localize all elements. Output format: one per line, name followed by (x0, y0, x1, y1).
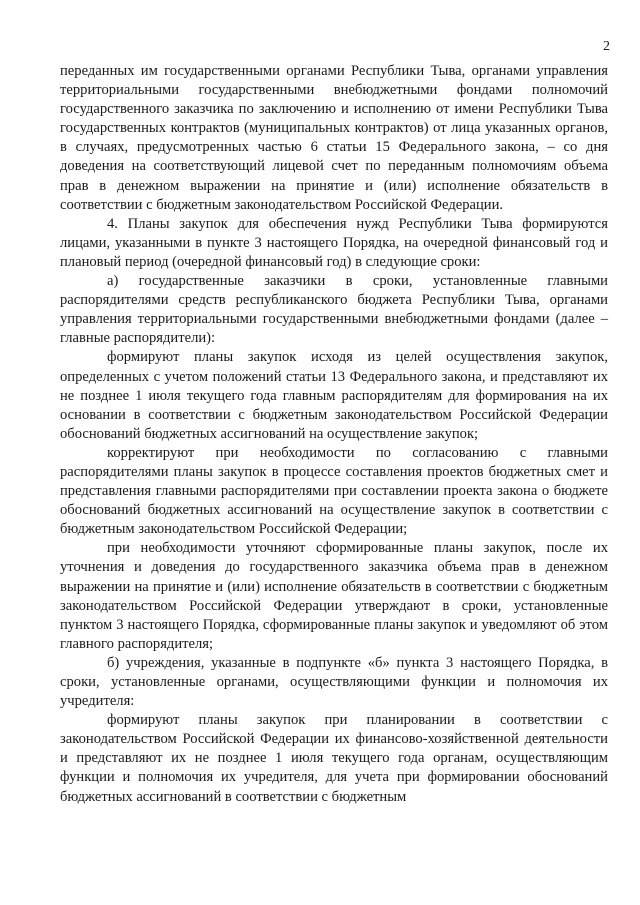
paragraph-correct-plans: корректируют при необходимости по согласованию с главными распорядителями планы закупок в процессе составления проектов бюджетных смет и представления главными распорядителями при составлении проекта закона о бюджете обоснований бюджетных ассигнований на осуществление закупок в соответствии с бюджетным законодательством Российской Федерации; (60, 444, 608, 538)
paragraph-item-4: 4. Планы закупок для обеспечения нужд Республики Тыва формируются лицами, указанными в пункте 3 настоящего Порядка, на очередной финансовый год и плановый период (очередной финансовый год) в следующие сроки: (60, 215, 608, 270)
paragraph-subitem-a: а) государственные заказчики в сроки, установленные главными распорядителями средств республиканского бюджета Республики Тыва, органами управления территориальными государственными внебюджетными фондами (далее – главные распорядители): (60, 273, 608, 347)
paragraph-form-plans: формируют планы закупок исходя из целей осуществления закупок, определенных с учетом положений статьи 13 Федерального закона, и представляют их не позднее 1 июля текущего года главным распорядителям для формирования на их основании в соответствии с бюджетным законодательством Российской Федерации обоснований бюджетных ассигнований на осуществление закупок; (60, 349, 608, 442)
paragraph-continuation: переданных им государственными органами Республики Тыва, органами управления территориальными государственными внебюджетными фондами полномочий государственного заказчика по заключению и исполнению от имени Республики Тыва государственных контрактов (муниципальных контрактов) от лица указанных органов, в случаях, предусмотренных частью 6 статьи 15 Федерального закона, – со дня доведения на соответствующий лицевой счет по переданным полномочиям объема прав в денежном выражении на принятие и (или) исполнение обязательств в соответствии с бюджетным законодательством Российской Федерации. (60, 63, 608, 213)
paragraph-form-plans-institutions: формируют планы закупок при планировании в соответствии с законодательством Российской Федерации их финансово-хозяйственной деятельности и представляют их не позднее 1 июля текущего года органам, осуществляющим функции и полномочия их учредителя, для учета при формировании обоснований бюджетных ассигнований в соответствии с бюджетным (60, 712, 608, 805)
paragraph-subitem-b: б) учреждения, указанные в подпункте «б» пункта 3 настоящего Порядка, в сроки, установленные органами, осуществляющими функции и полномочия их учредителя: (60, 654, 608, 710)
page-number: 2 (603, 39, 610, 54)
document-body (60, 62, 608, 807)
paragraph-refine-plans: при необходимости уточняют сформированные планы закупок, после их уточнения и доведения до государственного заказчика объема прав в денежном выражении на принятие и (или) исполнение обязательств в соответствии с бюджетным законодательством Российской Федерации утверждают в сроки, установленные пунктом 3 настоящего Порядка, сформированные планы закупок и уведомляют об этом главного распорядителя; (60, 540, 608, 652)
